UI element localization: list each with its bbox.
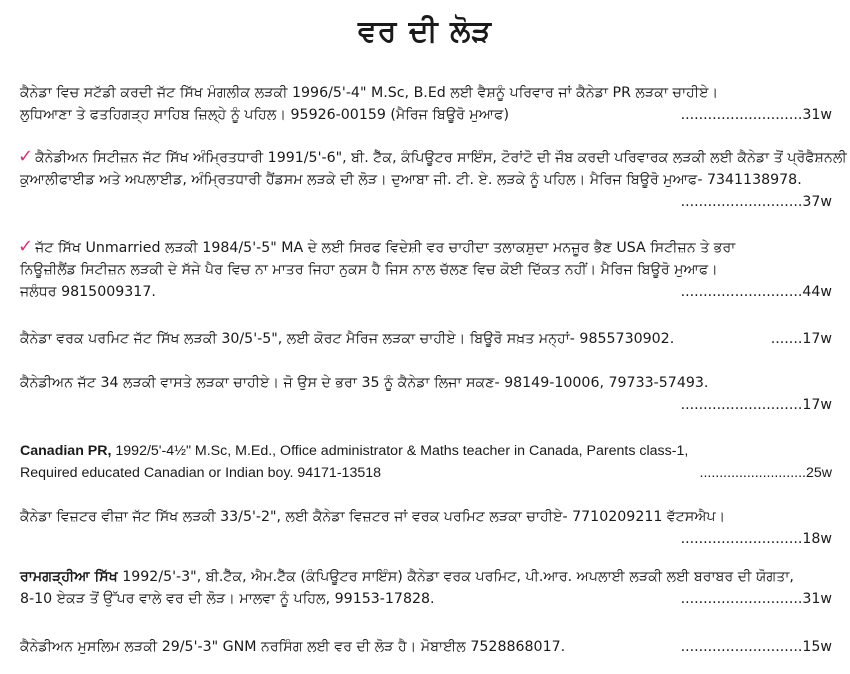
classified-ad (20, 566, 832, 610)
ad-text-line: 8-10 ਏਕੜ ਤੋਂ ਉੱਪਰ ਵਾਲੇ ਵਰ ਦੀ ਲੋੜ। ਮਾਲਵਾ ਨੂੰ ਪਹਿਲ, 99153-17828. (20, 591, 435, 607)
ad-text-line: ਕੈਨੇਡੀਅਨ ਮੁਸਲਿਮ ਲੜਕੀ 29/5'-3" GNM ਨਰਸਿੰਗ ਲਈ ਵਰ ਦੀ ਲੋੜ ਹੈ। ਮੋਬਾਈਲ 7528868017. (20, 639, 566, 655)
ad-text-line: ਲੁਧਿਆਣਾ ਤੇ ਫਤਹਿਗੜ੍ਹ ਸਾਹਿਬ ਜ਼ਿਲ੍ਹੇ ਨੂੰ ਪਹਿਲ। 95926-00159 (ਮੈਰਿਜ ਬਿਊਰੋ ਮੁਆਫ) (20, 107, 509, 123)
ad-code: ...........................17w (680, 397, 832, 413)
ad-code: ...........................18w (680, 531, 832, 547)
classified-ad (20, 506, 832, 550)
ad-text-line: 1992/5'-4½" M.Sc, M.Ed., Office administrator & Maths teacher in Canada, Parents class-1, (111, 443, 689, 459)
ad-text-line: ਕੈਨੇਡਾ ਵਰਕ ਪਰਮਿਟ ਜੱਟ ਸਿੱਖ ਲੜਕੀ 30/5'-5", ਲਈ ਕੋਰਟ ਮੈਰਿਜ ਲੜਕਾ ਚਾਹੀਏ। ਬਿਊਰੋ ਸਖ਼ਤ ਮਨ੍ਹਾਂ- 9855730902. (20, 331, 675, 347)
ad-code: ...........................15w (680, 639, 832, 655)
ad-code: ...........................31w (680, 591, 832, 607)
classified-ad (18, 146, 847, 213)
ad-code: ...........................44w (680, 284, 832, 300)
ad-code: ...........................37w (680, 194, 832, 210)
ad-text-line: Required educated Canadian or Indian boy. 94171-13518 (20, 465, 382, 481)
ad-text-line: ਜੱਟ ਸਿੱਖ Unmarried ਲੜਕੀ 1984/5'-5" MA ਦੇ ਲਈ ਸਿਰਫ ਵਿਦੇਸ਼ੀ ਵਰ ਚਾਹੀਦਾ ਤਲਾਕਸ਼ੁਦਾ ਮਨਜ਼ੂਰ ਭੈਣ USA ਸਿਟੀਜ਼ਨ ਤੇ ਭਰਾ (35, 240, 736, 256)
ad-text-line: ਜਲੰਧਰ 9815009317. (20, 284, 156, 300)
classified-ad (20, 328, 832, 350)
ad-text-line: ਕੁਆਲੀਫਾਈਡ ਅਤੇ ਅਪਲਾਈਡ, ਅੰਮ੍ਰਿਤਧਾਰੀ ਹੈਂਡਸਮ ਲੜਕੇ ਦੀ ਲੋੜ। ਦੁਆਬਾ ਜੀ. ਟੀ. ਏ. ਲੜਕੇ ਨੂੰ ਪਹਿਲ। ਮੈਰਿਜ ਬਿਊਰੋ ਮੁਆਫ- 7341138978. (20, 172, 802, 188)
ad-code: ...........................31w (680, 107, 832, 123)
ad-lead: Canadian PR, (20, 443, 112, 459)
page-title: ਵਰ ਦੀ ਲੋੜ (357, 14, 493, 49)
check-mark-icon: ✓ (18, 236, 34, 257)
ad-text-line: ਕੈਨੇਡਾ ਵਿਜ਼ਟਰ ਵੀਜ਼ਾ ਜੱਟ ਸਿੱਖ ਲੜਕੀ 33/5'-2", ਲਈ ਕੈਨੇਡਾ ਵਿਜ਼ਟਰ ਜਾਂ ਵਰਕ ਪਰਮਿਟ ਲੜਕਾ ਚਾਹੀਏ- 7710209211 ਵੱਟਸਐਪ। (20, 509, 726, 525)
ad-code: ...........................25w (699, 465, 832, 481)
ad-text-line: 1992/5'-3", ਬੀ.ਟੈੱਕ, ਐਮ.ਟੈੱਕ (ਕੰਪਿਊਟਰ ਸਾਇੰਸ) ਕੈਨੇਡਾ ਵਰਕ ਪਰਮਿਟ, ਪੀ.ਆਰ. ਅਪਲਾਈ ਲੜਕੀ ਲਈ ਬਰਾਬਰ ਦੀ ਯੋਗਤਾ, (117, 569, 794, 585)
classified-ad (20, 236, 832, 303)
ad-code: .......17w (770, 331, 832, 347)
check-mark-icon: ✓ (18, 146, 34, 167)
classified-ad (20, 82, 832, 126)
ad-text-line: ਕੈਨੇਡੀਅਨ ਸਿਟੀਜ਼ਨ ਜੱਟ ਸਿੱਖ ਅੰਮ੍ਰਿਤਧਾਰੀ 1991/5'-6", ਬੀ. ਟੈੱਕ, ਕੰਪਿਊਟਰ ਸਾਇੰਸ, ਟੋਰਾਂਟੋ ਦੀ ਜੌਬ ਕਰਦੀ ਪਰਿਵਾਰਕ ਲੜਕੀ ਲਈ ਕੈਨੇਡਾ ਤੋਂ ਪ੍ਰੋਫੈਸ਼ਨਲੀ (35, 150, 847, 166)
ad-text-line: ਕੈਨੇਡੀਅਨ ਜੱਟ 34 ਲੜਕੀ ਵਾਸਤੇ ਲੜਕਾ ਚਾਹੀਏ। ਜੋ ਉਸ ਦੇ ਭਰਾ 35 ਨੂੰ ਕੈਨੇਡਾ ਲਿਜਾ ਸਕਣ- 98149-10006, 79733-57493. (20, 375, 709, 391)
classified-ad (20, 636, 832, 658)
ad-lead: ਰਾਮਗੜ੍ਹੀਆ ਸਿੱਖ (20, 569, 118, 585)
ad-text-line: ਨਿਊਜ਼ੀਲੈਂਡ ਸਿਟੀਜ਼ਨ ਲੜਕੀ ਦੇ ਸੱਜੇ ਪੈਰ ਵਿਚ ਨਾ ਮਾਤਰ ਜਿਹਾ ਨੁਕਸ ਹੈ ਜਿਸ ਨਾਲ ਚੱਲਣ ਵਿਚ ਕੋਈ ਦਿੱਕਤ ਨਹੀਂ। ਮੈਰਿਜ ਬਿਊਰੋ ਮੁਆਫ। (20, 262, 718, 278)
classified-ad (20, 372, 832, 416)
ad-text-line: ਕੈਨੇਡਾ ਵਿਚ ਸਟੱਡੀ ਕਰਦੀ ਜੱਟ ਸਿੱਖ ਮੰਗਲੀਕ ਲੜਕੀ 1996/5'-4" M.Sc, B.Ed ਲਈ ਵੈਸ਼ਨੂੰ ਪਰਿਵਾਰ ਜਾਂ ਕੈਨੇਡਾ PR ਲੜਕਾ ਚਾਹੀਏ। (20, 85, 719, 101)
classified-ad (20, 440, 832, 484)
